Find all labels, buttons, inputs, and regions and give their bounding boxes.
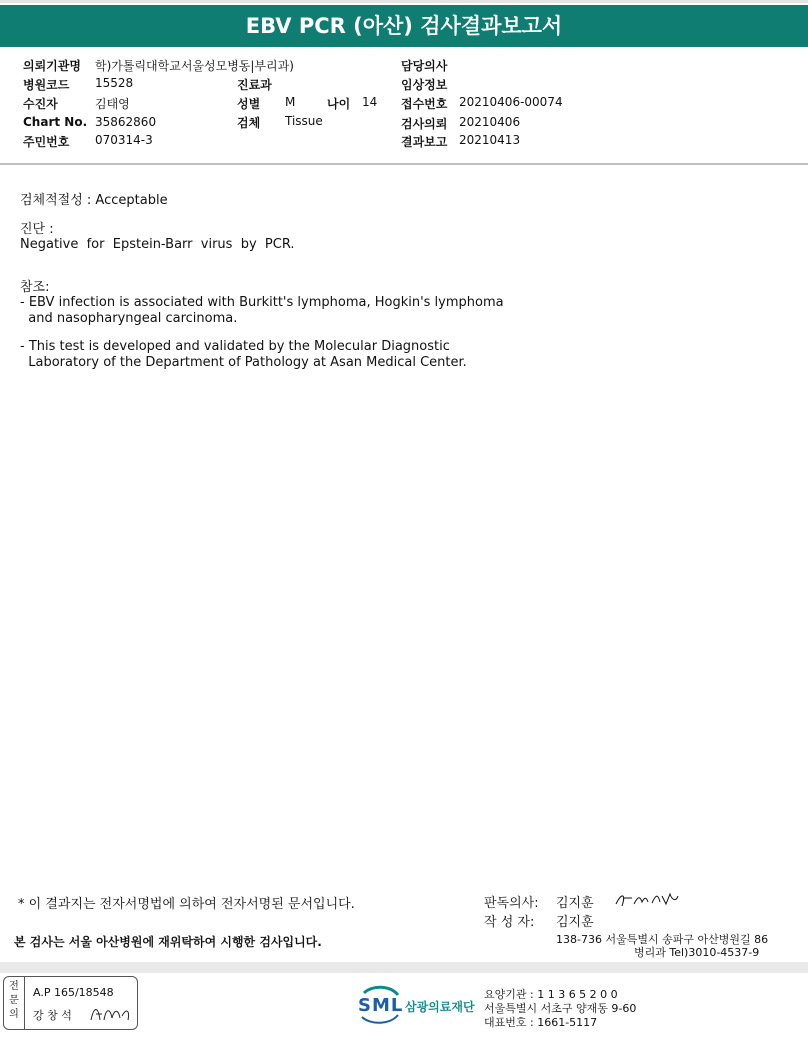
org-code: 요양기관 : 1 1 3 6 5 2 0 0 — [484, 988, 618, 1001]
institution-value: 학)가톨릭대학교서울성모병동|부리과) — [95, 59, 294, 73]
age-label: 나이 — [327, 97, 351, 111]
request-date-value: 20210406 — [459, 115, 521, 129]
institution-label: 의뢰기관명 — [23, 59, 81, 73]
specimen-label: 검체 — [237, 116, 261, 130]
reference-2-line-1: - This test is developed and validated by the Molecular Diagnostic — [20, 339, 450, 354]
header-divider — [0, 163, 808, 165]
receipt-no-label: 접수번호 — [401, 97, 448, 111]
patient-label: 수진자 — [23, 97, 58, 111]
asan-address: 138-736 서울특별시 송파구 아산병원길 86 — [556, 933, 769, 946]
doctor-signature — [612, 888, 682, 910]
footer-band — [0, 962, 808, 973]
stamp-label: 전문의 — [9, 981, 19, 1020]
diagnosis-label: 진단 : — [20, 222, 54, 237]
sex-value: M — [285, 95, 296, 109]
stamp-name: 강 창 석 — [33, 1009, 72, 1022]
reading-doctor-value: 김지훈 — [556, 896, 594, 911]
sml-logo-text: SML — [358, 995, 404, 1016]
specimen-adequacy: 검체적절성 : Acceptable — [20, 193, 168, 208]
report-date-value: 20210413 — [459, 133, 521, 147]
hospital-code-value: 15528 — [95, 76, 134, 90]
report-date-label: 결과보고 — [401, 135, 448, 149]
report-title: EBV PCR (아산) 검사결과보고서 — [0, 5, 808, 47]
writer-value: 김지훈 — [556, 915, 594, 930]
reference-1-line-2: and nasopharyngeal carcinoma. — [20, 311, 238, 326]
resident-no-label: 주민번호 — [23, 135, 70, 149]
diagnosis-text: Negative for Epstein-Barr virus by PCR. — [20, 237, 295, 252]
sex-label: 성별 — [237, 97, 261, 111]
reading-doctor-label: 판독의사: — [484, 896, 539, 911]
chart-no-label: Chart No. — [23, 115, 88, 129]
reference-label: 참조: — [20, 280, 50, 295]
top-border — [0, 0, 808, 3]
receipt-no-value: 20210406-00074 — [459, 95, 563, 109]
doctor-label: 담당의사 — [401, 59, 448, 73]
clinical-info-label: 임상정보 — [401, 78, 448, 92]
chart-no-value: 35862860 — [95, 115, 157, 129]
stamp-ap-number: A.P 165/18548 — [33, 986, 114, 999]
org-address: 서울특별시 서초구 양재동 9-60 — [484, 1002, 637, 1015]
department-label: 진료과 — [237, 78, 272, 92]
specimen-value: Tissue — [285, 114, 323, 128]
reference-2-line-2: Laboratory of the Department of Pathology at Asan Medical Center. — [20, 355, 467, 370]
request-date-label: 검사의뢰 — [401, 117, 448, 131]
foundation-name: 삼광의료재단 — [405, 1000, 475, 1014]
e-signature-note: * 이 결과지는 전자서명법에 의하여 전자서명된 문서입니다. — [18, 897, 355, 912]
org-phone: 대표번호 : 1661-5117 — [484, 1016, 598, 1029]
writer-label: 작 성 자: — [484, 915, 535, 930]
reference-1-line-1: - EBV infection is associated with Burkitt's lymphoma, Hogkin's lymphoma — [20, 295, 504, 310]
patient-value: 김태영 — [95, 97, 130, 111]
age-value: 14 — [362, 95, 378, 109]
hospital-code-label: 병원코드 — [23, 78, 70, 92]
resident-no-value: 070314-3 — [95, 133, 153, 147]
stamp-signature — [88, 1002, 134, 1026]
outsource-note: 본 검사는 서울 아산병원에 재위탁하여 시행한 검사입니다. — [14, 935, 322, 949]
asan-phone: 병리과 Tel)3010-4537-9 — [634, 946, 760, 959]
